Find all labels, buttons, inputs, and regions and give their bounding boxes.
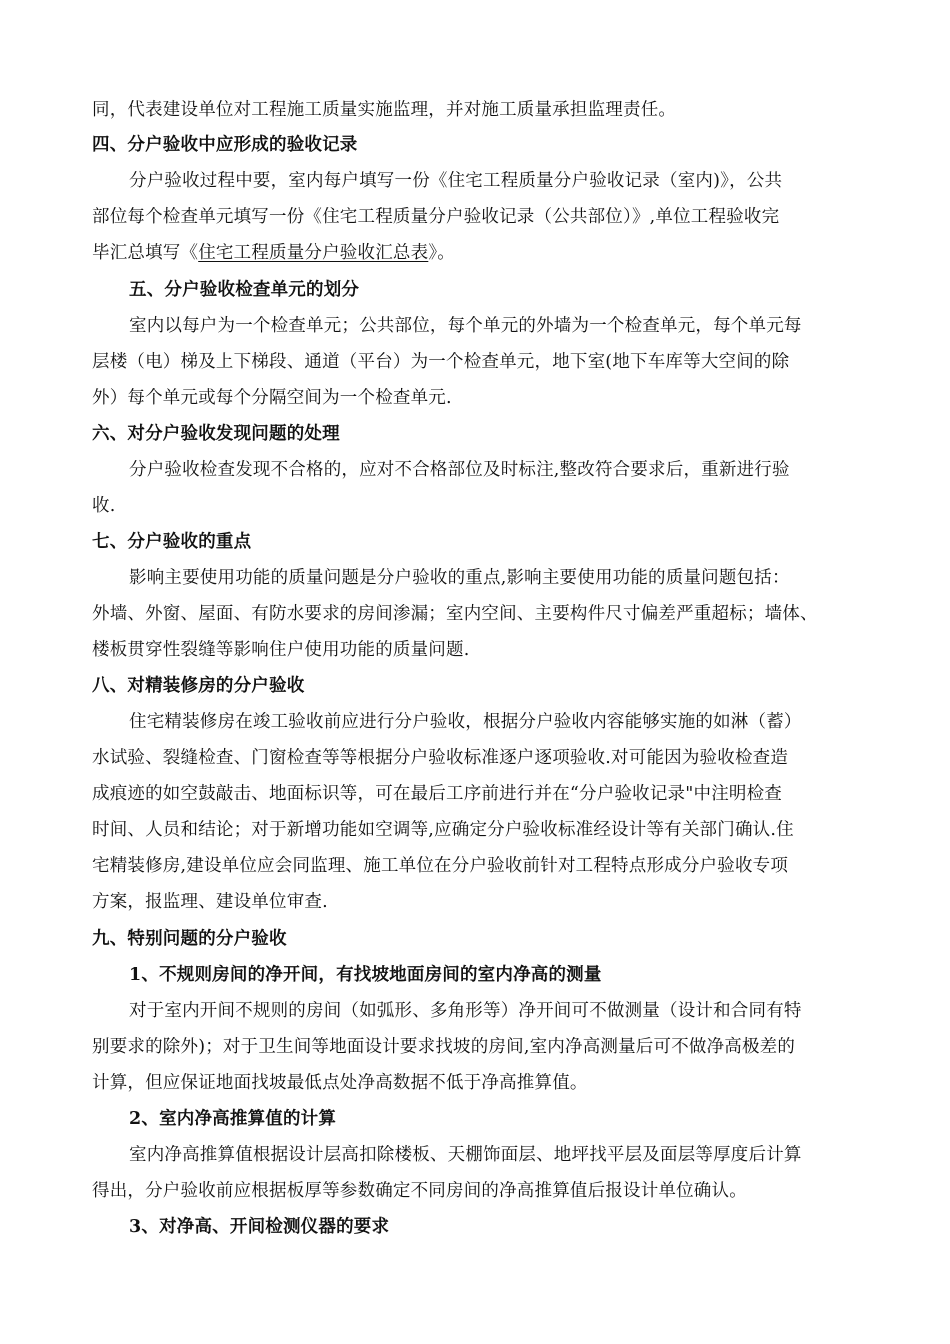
section-heading: 八、对精装修房的分户验收 [92,676,305,696]
subsection-heading: 1、不规则房间的净开间，有找坡地面房间的室内净高的测量 [129,965,602,985]
section-heading: 四、分户验收中应形成的验收记录 [92,135,358,155]
paragraph-line: 分户验收检查发现不合格的，应对不合格部位及时标注,整改符合要求后，重新进行验 [129,460,790,480]
paragraph-line: 外墙、外窗、屋面、有防水要求的房间渗漏；室内空间、主要构件尺寸偏差严重超标；墙体、 [92,604,818,624]
paragraph-line: 部位每个检查单元填写一份《住宅工程质量分户验收记录（公共部位）》,单位工程验收完 [92,207,780,227]
paragraph-line: 楼板贯穿性裂缝等影响住户使用功能的质量问题. [92,640,470,660]
section-heading: 七、分户验收的重点 [92,532,252,552]
paragraph-line: 对于室内开间不规则的房间（如弧形、多角形等）净开间可不做测量（设计和合同有特 [129,1001,802,1021]
paragraph-line: 住宅精装修房在竣工验收前应进行分户验收，根据分户验收内容能够实施的如淋（蓄） [129,712,802,732]
paragraph-line: 同，代表建设单位对工程施工质量实施监理，并对施工质量承担监理责任。 [92,100,677,120]
paragraph-line: 得出，分户验收前应根据板厚等参数确定不同房间的净高推算值后报设计单位确认。 [92,1181,747,1201]
paragraph-line: 室内以每户为一个检查单元；公共部位，每个单元的外墙为一个检查单元，每个单元每 [129,316,802,336]
text-segment: 》。 [428,243,455,263]
paragraph-line [92,235,872,271]
paragraph-line: 方案，报监理、建设单位审查. [92,892,328,912]
paragraph-line: 别要求的除外)；对于卫生间等地面设计要求找坡的房间,室内净高测量后可不做净高极差的 [92,1037,796,1057]
paragraph-line: 时间、人员和结论；对于新增功能如空调等,应确定分户验收标准经设计等有关部门确认.住 [92,820,794,840]
section-heading: 五、分户验收检查单元的划分 [129,280,360,300]
paragraph-line: 外）每个单元或每个分隔空间为一个检查单元. [92,388,452,408]
text-segment: 毕汇总填写《 [92,243,199,263]
subsection-heading: 2、室内净高推算值的计算 [129,1109,337,1129]
paragraph-line: 分户验收过程中要，室内每户填写一份《住宅工程质量分户验收记录（室内)》，公共 [129,171,783,191]
paragraph-line: 水试验、裂缝检查、门窗检查等等根据分户验收标准逐户逐项验收.对可能因为验收检查造 [92,748,789,768]
section-heading: 九、特别问题的分户验收 [92,929,287,949]
paragraph-line: 室内净高推算值根据设计层高扣除楼板、天棚饰面层、地坪找平层及面层等厚度后计算 [129,1145,802,1165]
subsection-heading: 3、对净高、开间检测仪器的要求 [129,1217,390,1237]
paragraph-line: 收. [92,496,116,516]
underlined-title: 住宅工程质量分户验收汇总表 [198,243,429,263]
section-heading: 六、对分户验收发现问题的处理 [92,424,340,444]
paragraph-line: 层楼（电）梯及上下梯段、通道（平台）为一个检查单元，地下室(地下车库等大空间的除 [92,352,790,372]
paragraph-line: 影响主要使用功能的质量问题是分户验收的重点,影响主要使用功能的质量问题包括： [129,568,790,588]
paragraph-line: 计算，但应保证地面找坡最低点处净高数据不低于净高推算值。 [92,1073,588,1093]
paragraph-line: 宅精装修房,建设单位应会同监理、施工单位在分户验收前针对工程特点形成分户验收专项 [92,856,789,876]
paragraph-line: 成痕迹的如空鼓敲击、地面标识等，可在最后工序前进行并在“分户验收记录"中注明检查 [92,784,782,804]
